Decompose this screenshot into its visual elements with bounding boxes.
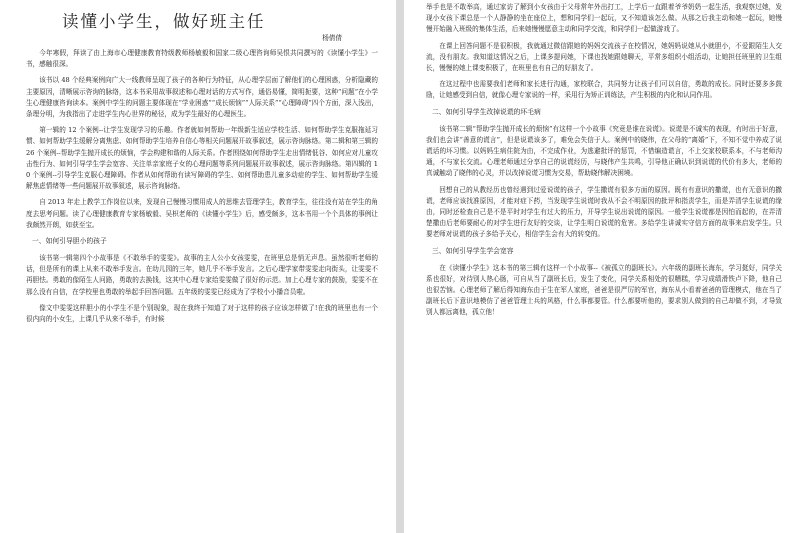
paragraph: 该书以 48 个经典案例向广大一线教师呈现了孩子的各种行为特征，从心理学层面了解他们的心理困惑，分析隐藏的主要原因，清晰展示咨询的脉络，这本书采用故事叙述和心理对话的方式写作，通俗易懂，简明扼要，这种“问题”在小学生心理健康咨询读本。案例中学生的问题主要体现在“学业困惑”“成长烦恼”“人际关系”“心理障碍”四个方面，深入浅出，条理分明，为我指出了走进学生内心世界的秘径，成为学生最好的心理医生。 <box>26 76 378 119</box>
paragraph: 像文中雯雯这样胆小的小学生不是个别现象，现在我终于知道了对于这样的孩子应该怎样做了!在我的班里也有一个很内向的小女生，上课几乎从来不举手，有时候 <box>26 303 378 324</box>
article-title: 读懂小学生，做好班主任 <box>62 12 266 31</box>
page-gutter <box>396 0 404 533</box>
section-heading: 二、如何引导学生改掉说谎的坏毛病 <box>432 107 541 116</box>
section-heading: 三、如何引导学生学会宽容 <box>432 246 514 255</box>
paragraph: 第一辑的 12 个案例--让学生发现学习的乐趣。作者就如何帮助一年级新生适应学校生活、如何帮助学生克服拖延习惯、如何帮助学生缓解分离焦虑、如何帮助学生培养自信心等相关问题展开故事叙述，展示咨询脉络。第二辑和第三辑的 26 个案例--帮助学生抛开成长的烦恼，学会构建和谐的人际关系。作者围绕如何帮助学生走出情绪低谷、如何应对儿童攻击性行为、如何引导学生学会宽容、关注单亲家庭子女的心理问题等系列问题展开故事叙述，展示咨询脉络。第四辑的 10 个案例--引导学生克服心理障碍。作者从如何帮助有读写障碍的学生、如何帮助患儿童多动症的学生、如何帮助学生缓解焦虑情绪等一些问题展开故事叙述，展示咨询脉络。 <box>26 126 378 191</box>
right-page <box>404 0 800 533</box>
paragraph: 举手也是不敢举高，通过家访了解到小女孩由于父母常年外出打工，上学后一直跟着爷爷奶奶一起生活，我观察过她，发现小女孩下课总是一个人静静的坐在座位上，想和同学们一起玩，又不知道该怎么做。从那之后我主动和她一起玩，她慢慢开始融入班级的集体生活，后来她慢慢愿意主动和同学交流，和同学们一起做游戏了。 <box>426 3 782 34</box>
author-name: 杨倩倩 <box>322 34 342 42</box>
left-page <box>0 0 396 533</box>
paragraph: 今年寒假，拜读了由上海市心理健康教育特级教师杨敏毅和国家二级心理咨询师吴恨共同撰写的《读懂小学生》一书，感触很深。 <box>26 49 378 69</box>
paragraph: 在《读懂小学生》这本书的第三辑有这样一个小故事--《被孤立的副班长》。六年级的副班长海东，学习挺好，同学关系也很好，对待别人热心肠，可自从当了副班长后，发生了变化，同学关系相处的很糟糕，学习成绩滑铁卢下降，他自己也很苦恼。心理老师了解后得知海东由于生在军人家庭，爸爸是很严厉的军官，海东从小看着爸爸的管理模式，他在当了副班长后下意识地模仿了爸爸管理士兵的风格，什么事都要管。什么都要听他的，要求别人做到的自己却做不到，才导致别人都远离他，孤立他！ <box>426 263 782 317</box>
paragraph: 在课上回答问题不是很积极，我就通过微信跟她的妈妈交流孩子在校情况，她妈妈说她从小就胆小，不爱跟陌生人交流，没有朋友。我知道这情况之后，上课多提问她，下课也找她跟她聊天，平常多组织小组活动，让她担任班里的卫生组长，慢慢的她上课变积极了，在班里也有自己的好朋友了。 <box>426 41 782 73</box>
paragraph: 该书第一辑第四个小故事是《不敢举手的雯雯》。故事的主人公小女孩雯雯，在班里总是悄无声息。虽然很听老师的话，但是所有的课上从来不敢举手发言。在幼儿园的三年，她几乎不举手发言。之后心理学家带雯雯走向街头，让雯雯不再胆怯。勇敢的像陌生人问路，勇敢的去换钱，这其中心理专家给雯雯做了很好的示范。加上心理专家的鼓励，雯雯不在那么没有自信，在学校里也勇敢的举起手回答问题。五年级的雯雯已经成为了学校小小播音员啦。 <box>26 254 378 296</box>
paragraph: 回想自己的从教经历也曾经遇到过爱说谎的孩子，学生撒谎有很多方面的原因。既有有意识的撒谎，也有无意识的撒谎，老师应该找准原因，才能对症下药，当发现学生说谎时我从不会不明原因的批评和指责学生，而是弄清学生说谎的缘由，同时还检查自己是不是平时对学生有过大的压力，开导学生说出说谎的原因。一般学生说谎都是因怕而起的，在弄清楚撒由后老师要耐心的对学生进行友好的交谈，让学生明白说谎的危害。多给学生讲诚实守信方面的故事来启发学生。只要老师对说谎的孩子多给予关心，相信学生会有大的转变的。 <box>426 185 782 239</box>
section-heading: 一、如何引导胆小的孩子 <box>32 237 107 246</box>
paragraph: 在这过程中也需要我们老师和家长进行沟通，家校联合，共同努力让孩子们可以自信，勇敢的成长。同时还要多多鼓励，让她感受到自信，就像心理专家说的一样，采用行为矫正训练法，产生积极的内化和认同作用。 <box>426 80 782 100</box>
paragraph: 该书第二辑“帮助学生抛开成长的烦恼”有这样一个小故事《究竟是谁在说谎》。说谎是不诚实的表现，有时出于好意，我们也会讲“善意的谎言”，但是说谎该多了，难免会失信于人。案例中的晓伟，在父母的“离婚”下，不知不觉中养成了说谎话的坏习惯。以妈妈生病住院为由，不完成作业，为逃避批评的惩罚，不惜编造谎言，不上交家校联系本，不与老师沟通，不与家长交流。心理老师通过分享自己的说谎经历，与晓伟产生共鸣，引导他正确认识到说谎的代价有多大，老师的真诚触动了晓伟的心灵，并以改掉说谎习惯为交易，帮助晓伟解决困境。 <box>426 124 782 178</box>
paragraph: 自 2013 年走上教学工作岗位以来，发现自己慢慢习惯用成人的思维去管理学生，教育学生，往往没有站在学生的角度去思考问题。读了心理健康教育专家杨敏毅、吴枳老师的《读懂小学生》后，感受颇多，这本书用一个个具体的事例让我颇然开朗，如获至宝。 <box>26 198 378 229</box>
